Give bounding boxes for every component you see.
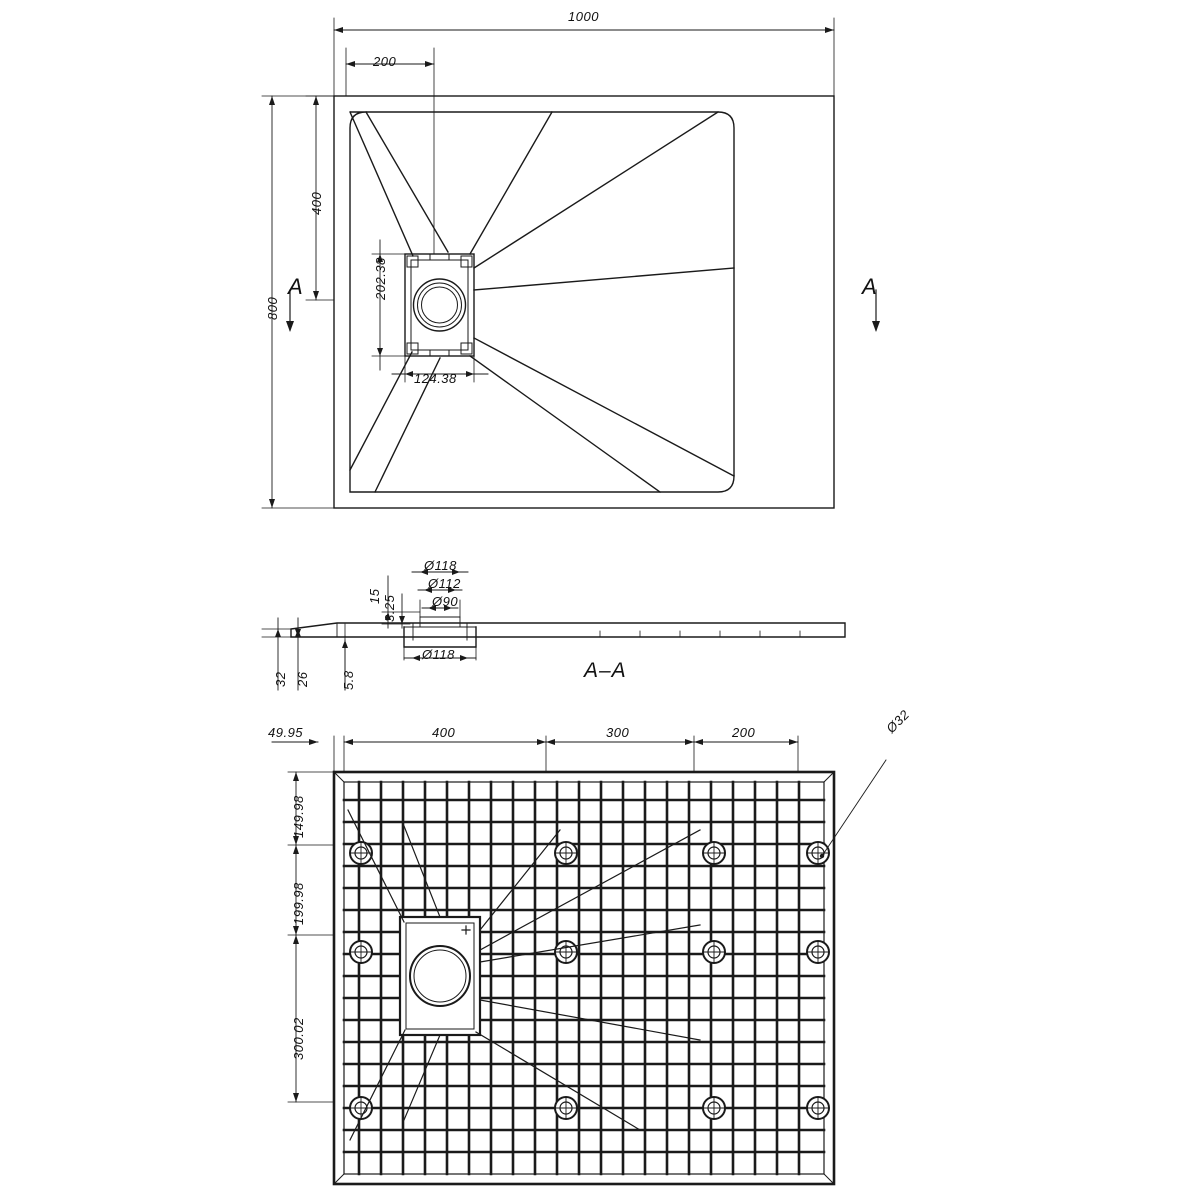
dim-label-26: 26 bbox=[295, 671, 310, 687]
section-mark-left: A bbox=[288, 274, 304, 299]
dim-label-d118-top: Ø118 bbox=[424, 558, 457, 573]
drain-corner-tab bbox=[461, 256, 472, 267]
ext-line bbox=[334, 736, 798, 772]
top-view-basin bbox=[350, 112, 734, 492]
section-mark-right: A bbox=[862, 274, 878, 299]
dim-label-300-bottom: 300 bbox=[606, 725, 630, 740]
dim-label-30002: 300.02 bbox=[291, 1017, 306, 1060]
dim-label-400-bottom: 400 bbox=[432, 725, 456, 740]
dim-label-12438: 124.38 bbox=[414, 371, 457, 386]
drain-circle-mid bbox=[418, 283, 462, 327]
fold-line bbox=[350, 352, 412, 470]
section-ribs bbox=[600, 631, 800, 637]
dim-label-inset-200: 200 bbox=[373, 54, 397, 69]
top-view-outline bbox=[334, 96, 834, 508]
ext-line bbox=[346, 48, 434, 254]
section-profile bbox=[291, 623, 845, 637]
dim-label-d112: Ø112 bbox=[428, 576, 461, 591]
fold-line bbox=[470, 112, 552, 254]
dim-label-d90: Ø90 bbox=[432, 594, 459, 609]
top-view-drain-frame-inner bbox=[411, 260, 468, 350]
fold-line bbox=[350, 112, 413, 256]
dim-label-325: 3.25 bbox=[382, 594, 397, 622]
dim-label-400: 400 bbox=[309, 191, 324, 215]
drain-corner-tab bbox=[461, 343, 472, 354]
fold-line bbox=[470, 356, 660, 492]
drain-notches bbox=[430, 254, 449, 356]
dim-label-15: 15 bbox=[367, 588, 382, 604]
dim-label-14998: 149.98 bbox=[291, 795, 306, 838]
fold-line bbox=[474, 112, 718, 268]
drain-circle-inner bbox=[422, 287, 458, 323]
bottom-drain-circle bbox=[410, 946, 470, 1006]
fold-line bbox=[474, 338, 734, 476]
fold-line bbox=[366, 112, 448, 252]
top-view-drain-frame bbox=[405, 254, 474, 356]
dim-label-32: 32 bbox=[273, 671, 288, 687]
section-title-aa: A–A bbox=[584, 659, 627, 682]
dim-label-19998: 199.98 bbox=[291, 882, 306, 925]
dim-label-4995: 49.95 bbox=[268, 725, 304, 740]
drain-corner-tab bbox=[407, 256, 418, 267]
dim-label-width-1000: 1000 bbox=[568, 9, 599, 24]
dim-label-200-bottom: 200 bbox=[732, 725, 756, 740]
dim-label-height-800: 800 bbox=[265, 296, 280, 320]
dim-label-d32: Ø32 bbox=[883, 706, 913, 736]
dim-label-20238: 202.38 bbox=[373, 257, 388, 300]
dim-label-d118-bottom: Ø118 bbox=[422, 647, 455, 662]
dim-label-58: 5.8 bbox=[341, 670, 356, 690]
fold-line bbox=[474, 268, 734, 290]
